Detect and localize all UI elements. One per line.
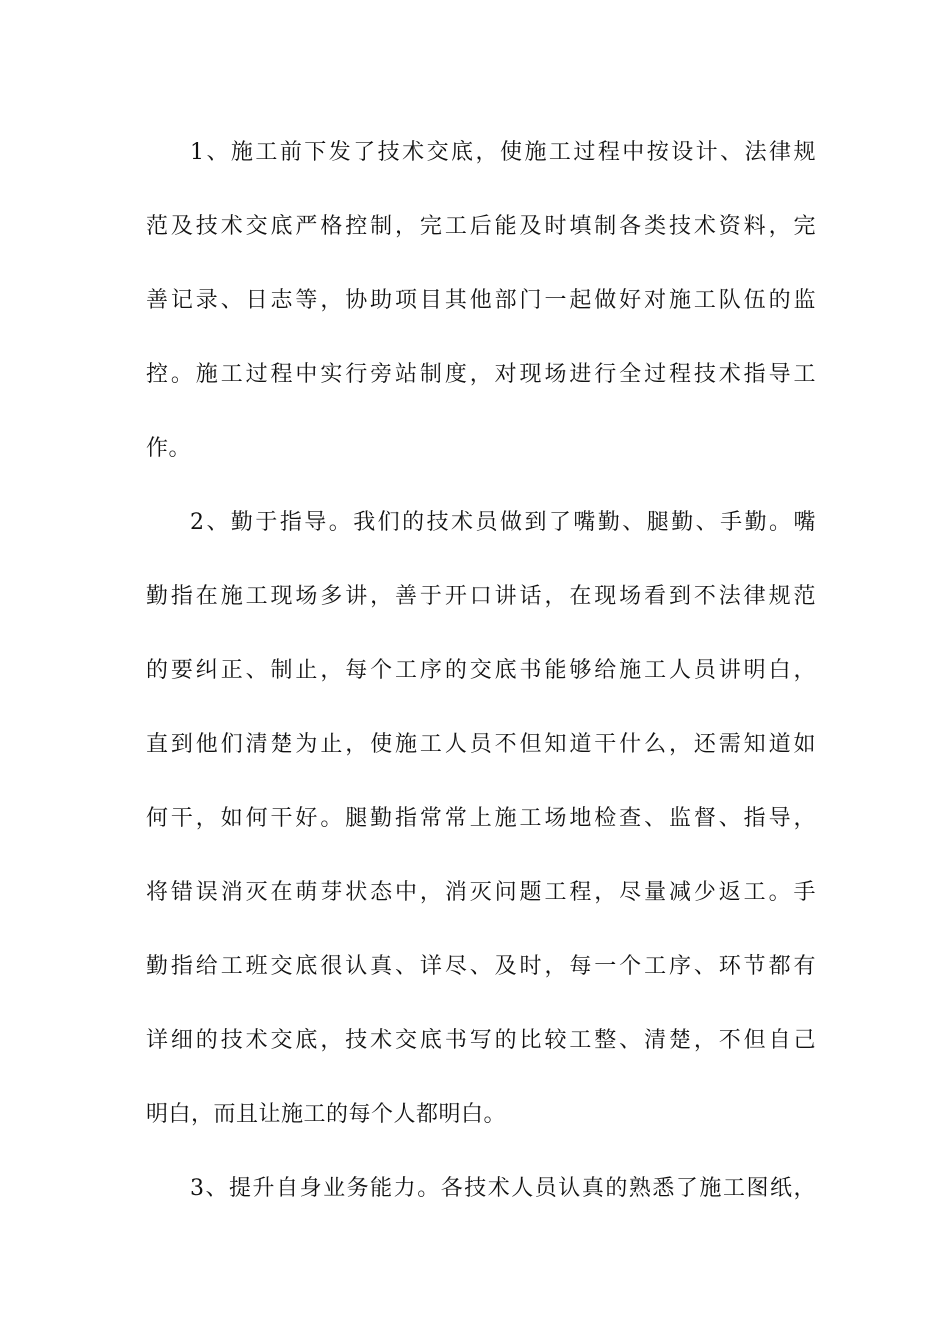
paragraph-2-line-1: 2、勤于指导。我们的技术员做到了嘴勤、腿勤、手勤。嘴 bbox=[190, 510, 816, 535]
paragraph-2-line-9: 明白，而且让施工的每个人都明白。 bbox=[146, 1102, 507, 1127]
paragraph-2-line-4: 直到他们清楚为止，使施工人员不但知道干什么，还需知道如 bbox=[146, 732, 816, 757]
paragraph-2-line-6: 将错误消灭在萌芽状态中，消灭问题工程，尽量减少返工。手 bbox=[146, 880, 816, 905]
paragraph-1-line-1: 1、施工前下发了技术交底，使施工过程中按设计、法律规 bbox=[190, 140, 816, 165]
paragraph-2-line-3: 的要纠正、制止，每个工序的交底书能够给施工人员讲明白， bbox=[146, 658, 816, 683]
paragraph-1-line-4: 控。施工过程中实行旁站制度，对现场进行全过程技术指导工 bbox=[146, 362, 816, 387]
paragraph-2-line-8: 详细的技术交底，技术交底书写的比较工整、清楚，不但自己 bbox=[146, 1028, 816, 1053]
paragraph-3-line-1: 3、提升自身业务能力。各技术人员认真的熟悉了施工图纸， bbox=[190, 1176, 816, 1201]
paragraph-1-line-3: 善记录、日志等，协助项目其他部门一起做好对施工队伍的监 bbox=[146, 288, 816, 313]
paragraph-2-line-2: 勤指在施工现场多讲，善于开口讲话，在现场看到不法律规范 bbox=[146, 584, 816, 609]
paragraph-1-line-5: 作。 bbox=[146, 436, 192, 461]
paragraph-2-line-7: 勤指给工班交底很认真、详尽、及时，每一个工序、环节都有 bbox=[146, 954, 816, 979]
paragraph-1-line-2: 范及技术交底严格控制，完工后能及时填制各类技术资料，完 bbox=[146, 214, 816, 239]
paragraph-2-line-5: 何干，如何干好。腿勤指常常上施工场地检查、监督、指导， bbox=[146, 806, 816, 831]
